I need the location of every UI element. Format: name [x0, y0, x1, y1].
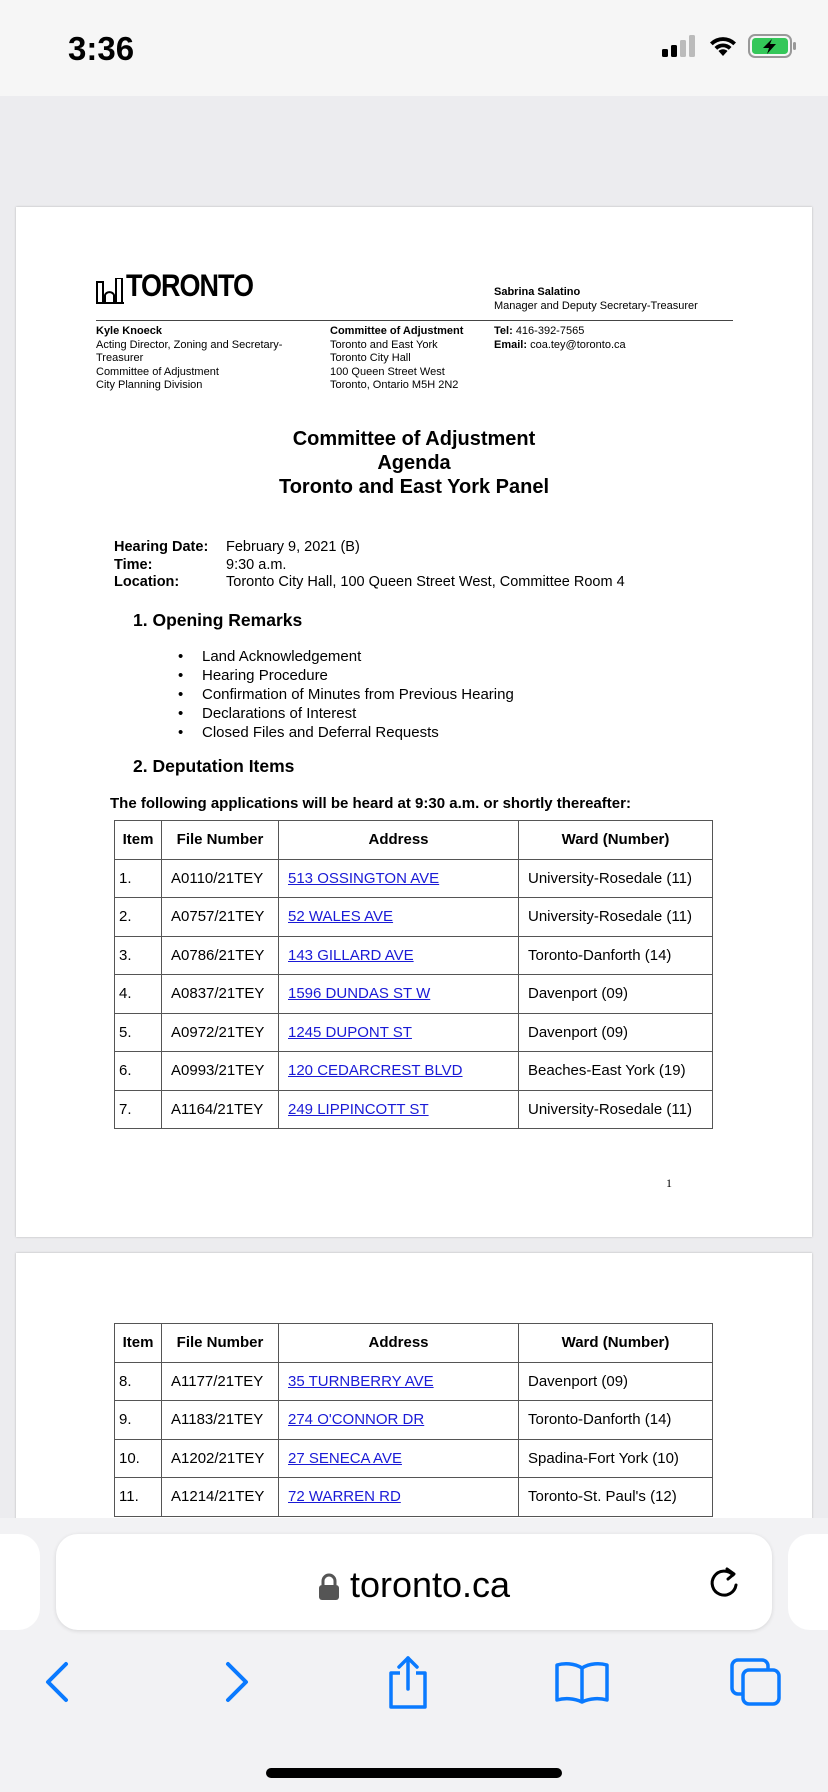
telephone: Tel: 416-392-7565 [494, 325, 585, 337]
lock-icon [318, 1573, 340, 1601]
address-link[interactable]: 120 CEDARCREST BLVD [288, 1062, 463, 1080]
table-row: 6. A0993/21TEY 120 CEDARCREST BLVD Beaches-East York (19) [115, 1052, 713, 1091]
list-item: • Hearing Procedure [176, 666, 514, 685]
wifi-icon [708, 35, 738, 57]
status-time: 3:36 [68, 30, 135, 67]
forward-button[interactable] [207, 1652, 267, 1712]
director-name: Kyle Knoeck [96, 325, 163, 337]
address-link[interactable]: 143 GILLARD AVE [288, 946, 414, 964]
address-line: Toronto and East York [330, 338, 438, 351]
table-row: 10. A1202/21TEY 27 SENECA AVE Spadina-Fort York (10) [115, 1439, 713, 1478]
address-link[interactable]: 27 SENECA AVE [288, 1449, 402, 1467]
address-link[interactable]: 1245 DUPONT ST [288, 1023, 412, 1041]
previous-tab-card[interactable] [0, 1534, 40, 1630]
col-item: Item [115, 821, 162, 860]
forward-icon [222, 1660, 252, 1704]
table-row: 3. A0786/21TEY 143 GILLARD AVE Toronto-Danforth (14) [115, 936, 713, 975]
contact-block [494, 325, 724, 352]
deputation-intro: The following applications will be heard at 9:30 a.m. or shortly thereafter: [110, 795, 631, 812]
status-bar [0, 0, 828, 96]
address-line: Toronto City Hall [330, 352, 411, 364]
table-row: 1. A0110/21TEY 513 OSSINGTON AVE University-Rosedale (11) [115, 859, 713, 898]
office-address-block [330, 325, 500, 393]
director-line: Acting Director, Zoning and Secretary- [96, 338, 283, 351]
address-link[interactable]: 52 WALES AVE [288, 908, 394, 926]
page-number: 1 [666, 1176, 672, 1190]
manager-title: Manager and Deputy Secretary-Treasurer [494, 300, 698, 312]
browser-toolbar [0, 1638, 828, 1792]
table-header-row [115, 821, 713, 860]
bookmarks-icon [554, 1660, 610, 1704]
tabs-button[interactable] [726, 1652, 786, 1712]
url-display[interactable] [56, 1564, 772, 1606]
col-ward: Ward (Number) [519, 1324, 713, 1363]
section-deputation-items: 2. Deputation Items [133, 756, 295, 776]
list-item: • Closed Files and Deferral Requests [176, 723, 514, 742]
hearing-time: 9:30 a.m. [226, 556, 287, 573]
signal-icon [662, 35, 698, 57]
bookmarks-button[interactable] [552, 1652, 612, 1712]
agenda-table [114, 820, 713, 1129]
url-bar-area [0, 1518, 828, 1638]
address-line: Toronto, Ontario M5H 2N2 [330, 379, 459, 391]
address-link[interactable]: 274 O'CONNOR DR [288, 1411, 425, 1429]
section-opening-remarks: 1. Opening Remarks [133, 610, 303, 630]
table-row: 11. A1214/21TEY 72 WARREN RD Toronto-St. Paul's (12) [115, 1478, 713, 1517]
col-ward: Ward (Number) [519, 821, 713, 860]
email: Email: coa.tey@toronto.ca [494, 338, 626, 351]
back-icon [42, 1660, 72, 1704]
list-item: • Confirmation of Minutes from Previous Hearing [176, 685, 514, 704]
location-label: Location: [114, 574, 180, 590]
address-link[interactable]: 513 OSSINGTON AVE [288, 869, 440, 887]
col-address: Address [279, 821, 519, 860]
director-line: Committee of Adjustment [96, 365, 219, 378]
list-item: • Declarations of Interest [176, 704, 514, 723]
hearing-location: Toronto City Hall, 100 Queen Street West, Committee Room 4 [226, 574, 625, 590]
time-label: Time: [114, 556, 153, 573]
col-item: Item [115, 1324, 162, 1363]
manager-name: Sabrina Salatino [494, 286, 581, 298]
manager-block [494, 285, 698, 313]
toronto-logo [96, 268, 254, 304]
address-link[interactable]: 249 LIPPINCOTT ST [288, 1100, 429, 1118]
doc-title: Committee of Adjustment [292, 428, 536, 450]
address-line: 100 Queen Street West [330, 365, 445, 378]
share-button[interactable] [378, 1652, 438, 1712]
director-line: City Planning Division [96, 379, 203, 391]
table-row: 5. A0972/21TEY 1245 DUPONT ST Davenport (09) [115, 1013, 713, 1052]
share-icon [386, 1655, 430, 1709]
next-tab-card[interactable] [788, 1534, 828, 1630]
table-row: 8. A1177/21TEY 35 TURNBERRY AVE Davenport (09) [115, 1362, 713, 1401]
status-icons [662, 34, 798, 58]
hearing-date: February 9, 2021 (B) [226, 539, 360, 555]
col-file-number: File Number [162, 821, 279, 860]
tabs-icon [729, 1657, 783, 1707]
address-bar[interactable] [56, 1534, 772, 1630]
address-link[interactable]: 35 TURNBERRY AVE [288, 1372, 434, 1390]
list-item: • Land Acknowledgement [176, 647, 514, 666]
doc-subtitle: Agenda [377, 452, 451, 474]
table-header-row [115, 1324, 713, 1363]
col-file-number: File Number [162, 1324, 279, 1363]
table-row: 4. A0837/21TEY 1596 DUNDAS ST W Davenport (09) [115, 975, 713, 1014]
reload-icon[interactable] [706, 1564, 742, 1600]
table-row: 9. A1183/21TEY 274 O'CONNOR DR Toronto-Danforth (14) [115, 1401, 713, 1440]
city-hall-icon [96, 278, 124, 304]
office-name: Committee of Adjustment [330, 325, 464, 337]
url-text: toronto.ca [349, 1564, 511, 1605]
table-row: 2. A0757/21TEY 52 WALES AVE University-Rosedale (11) [115, 898, 713, 937]
table-row: 7. A1164/21TEY 249 LIPPINCOTT ST University-Rosedale (11) [115, 1090, 713, 1129]
back-button[interactable] [27, 1652, 87, 1712]
logo-text: TORONTO [126, 268, 254, 303]
col-address: Address [279, 1324, 519, 1363]
hearing-date-label: Hearing Date: [114, 539, 209, 555]
director-line: Treasurer [96, 352, 144, 364]
home-indicator[interactable] [266, 1768, 562, 1778]
opening-remarks-list [176, 647, 514, 742]
header-divider [96, 320, 733, 321]
director-block [96, 325, 296, 393]
agenda-table-continued [114, 1323, 713, 1517]
hearing-info [114, 539, 625, 592]
address-link[interactable]: 72 WARREN RD [288, 1488, 401, 1506]
doc-panel: Toronto and East York Panel [278, 476, 550, 498]
address-link[interactable]: 1596 DUNDAS ST W [288, 985, 431, 1003]
battery-charging-icon [748, 34, 798, 58]
pdf-page-1 [16, 207, 812, 1237]
